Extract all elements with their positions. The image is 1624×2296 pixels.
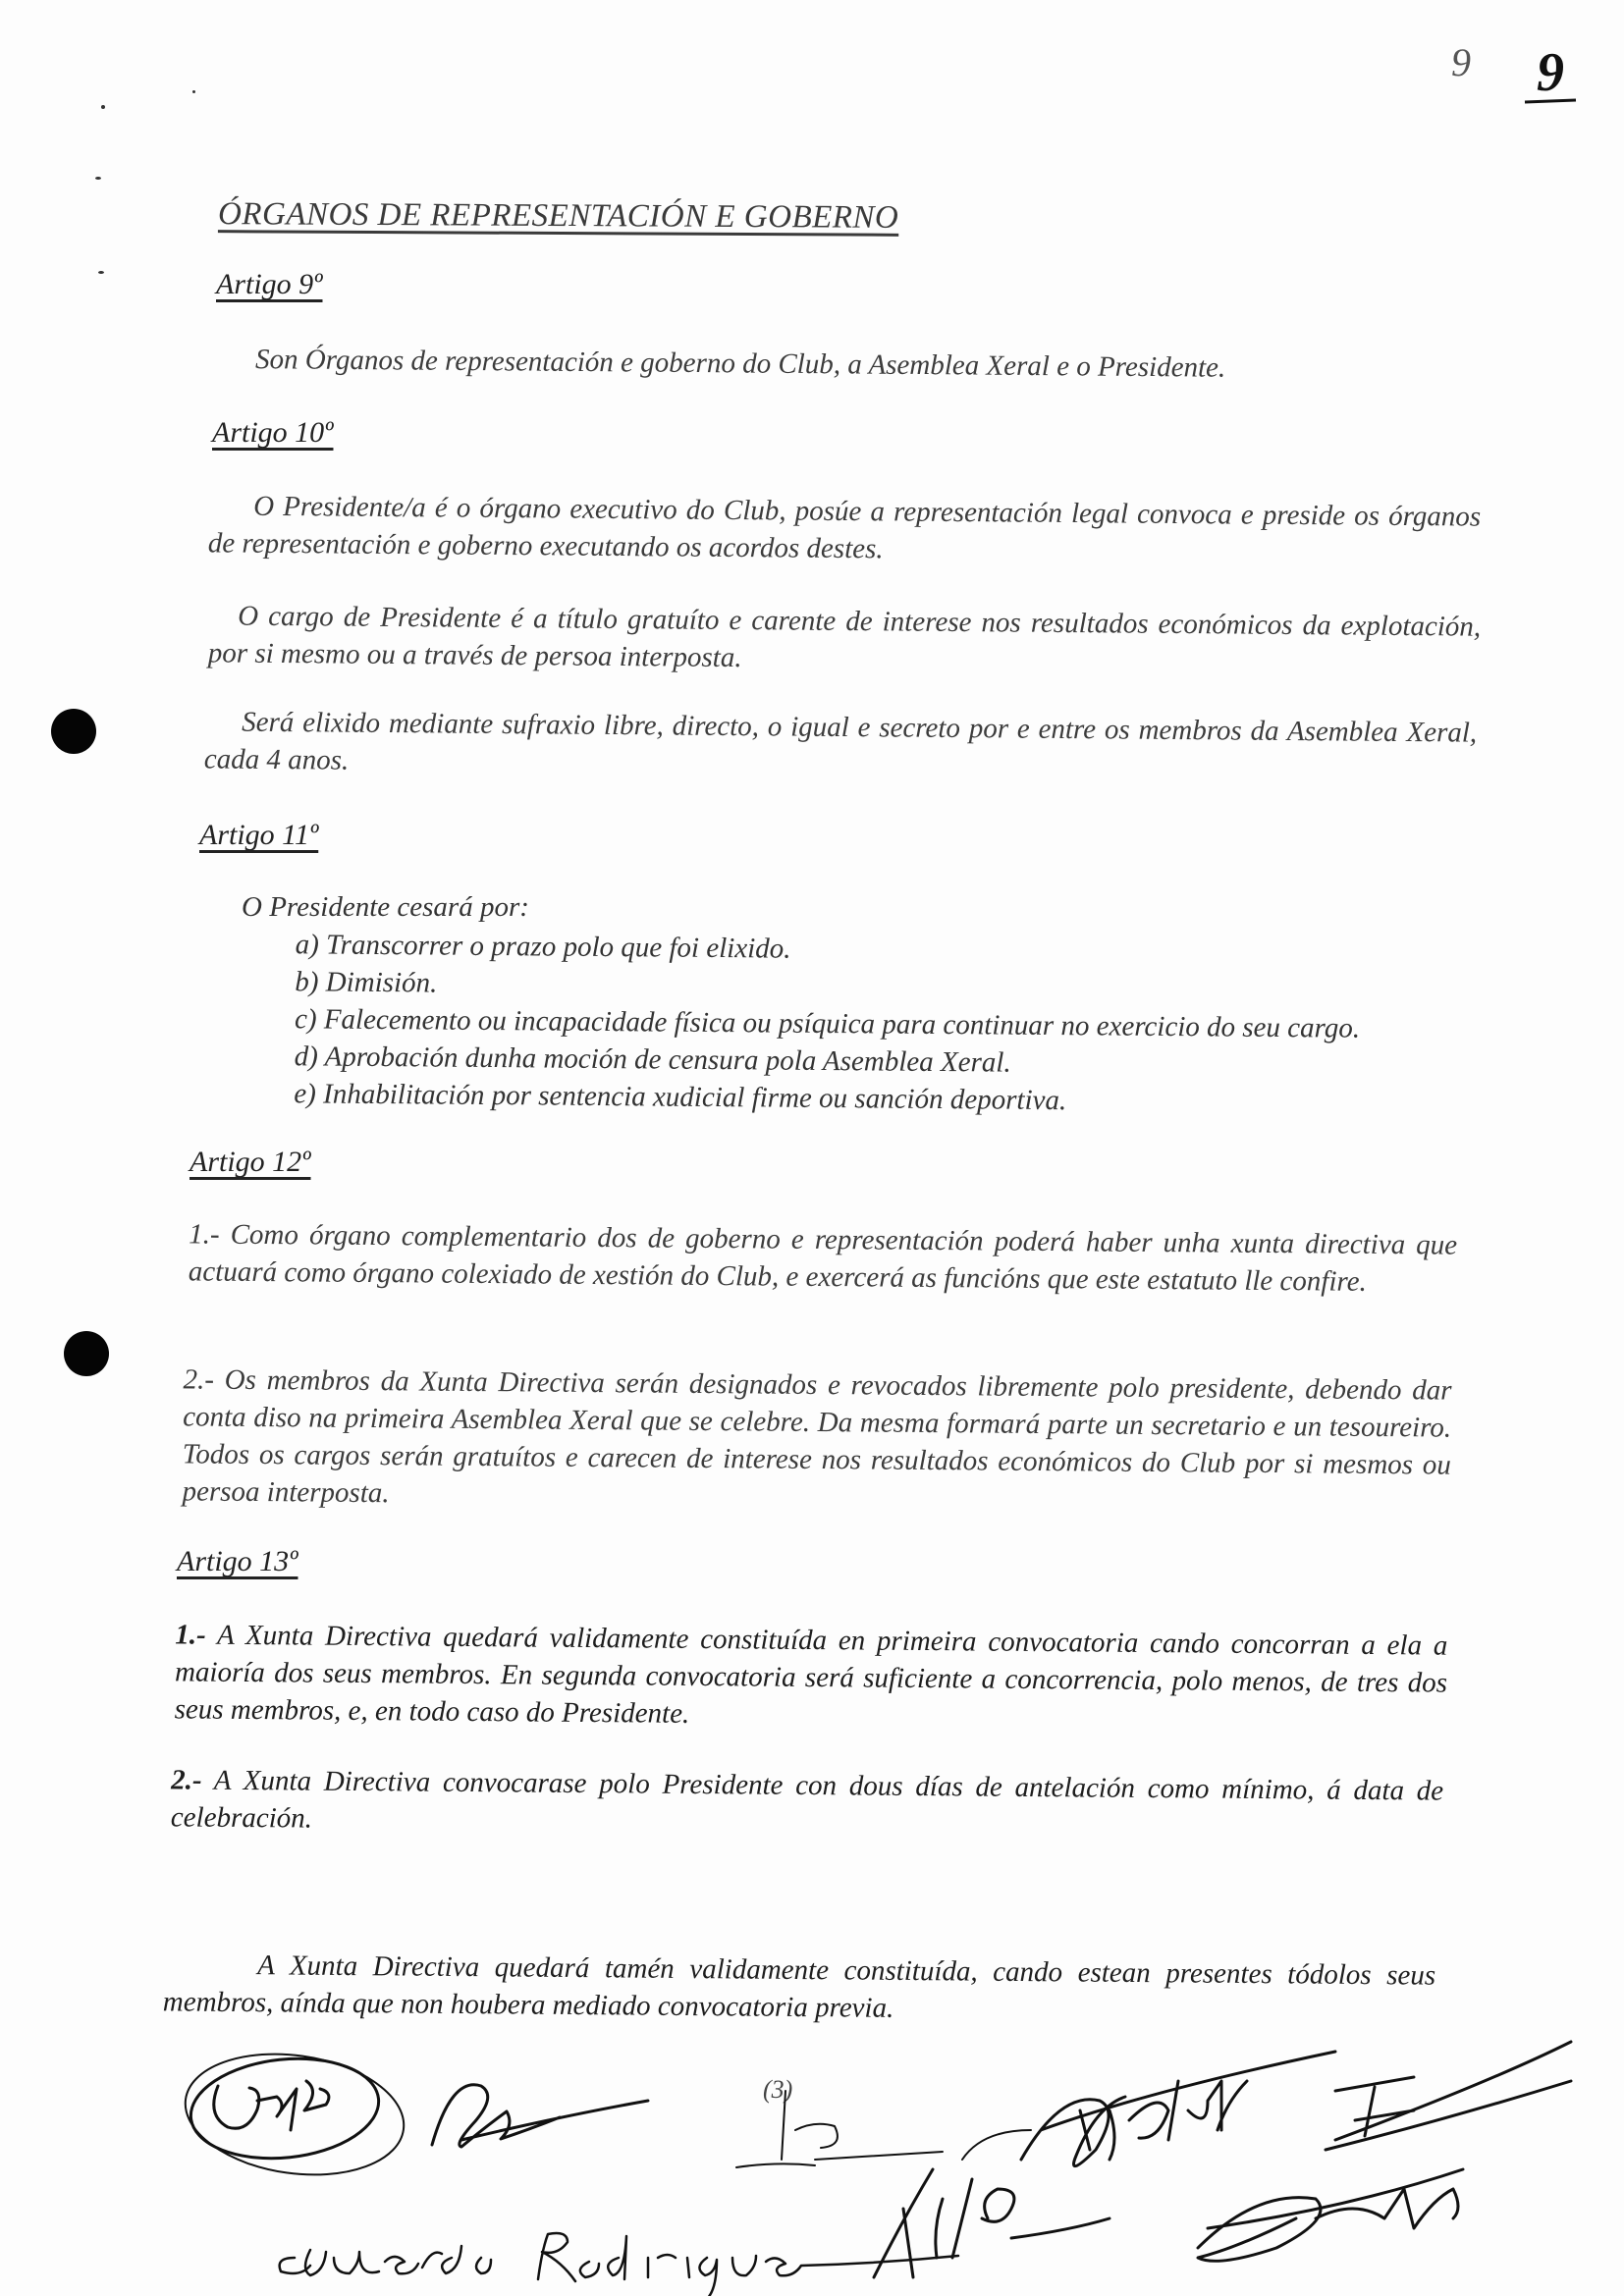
article-9-paragraph: Son Órganos de representación e goberno do Club, a Asemblea Xeral e o Presidente.: [254, 344, 1226, 384]
punch-hole: [64, 1331, 109, 1376]
article-9-title: Artigo 9º: [216, 268, 323, 300]
article-12-paragraph-1-text: 1.- Como órgano complementario dos de goberno e representación poderá haber unha xunta directiva que actuará como órgano colexiado de xestión do Club, e exercerá as funcións que este estatuto lle confire.: [188, 1218, 1458, 1298]
article-13-paragraph-1-text: A Xunta Directiva quedará validamente constituída en primeira convocatoria cando concorran a ela a maioría dos seus membros. En segunda convocatoria será suficiente a concorrencia, polo menos, de tres dos seus membros, e, en todo caso do Presidente.: [174, 1619, 1448, 1730]
article-10-paragraph-3-text: Será elixido mediante sufraxio libre, directo, o igual e secreto por e entre os membros da Asemblea Xeral, cada 4 anos.: [203, 706, 1478, 776]
article-13-paragraph-1: [175, 1616, 1448, 1738]
article-10-paragraph-1-text: O Presidente/a é o órgano executivo do Club, posúe a representación legal convoca e preside os órganos de representación e goberno executando os acordos destes.: [207, 490, 1482, 565]
list-item: e) Inhabilitación por sentencia xudicial firme ou sanción deportiva.: [294, 1078, 1067, 1117]
article-13-paragraph-2-text: A Xunta Directiva convocarase polo Presidente con dous días de antelación como mínimo, á data de celebración.: [170, 1764, 1444, 1835]
article-11-intro: O Presidente cesará por:: [242, 891, 529, 923]
article-10-paragraph-2-text: O cargo de Presidente é a título gratuíto e carente de interese nos resultados económicos da explotación, por si mesmo ou a través de persoa interposta.: [207, 600, 1482, 674]
page-number: (3): [763, 2075, 793, 2104]
article-13-paragraph-2: [171, 1761, 1444, 1846]
article-12-title: Artigo 12º: [189, 1146, 311, 1178]
list-item: c) Falecemento ou incapacidade física ou psíquica para continuar no exercicio do seu cargo.: [294, 1003, 1361, 1044]
article-10-title: Artigo 10º: [212, 416, 334, 449]
article-12-paragraph-2: [182, 1361, 1451, 1521]
punch-hole: [51, 709, 96, 754]
article-13-paragraph-1-number: 1.-: [175, 1619, 206, 1651]
article-13-paragraph-3-text: A Xunta Directiva quedará tamén validamente constituída, cando estean presentes tódolos seus membros, aínda que non houbera mediado convocatoria previa.: [162, 1949, 1436, 2024]
list-item: d) Aprobación dunha moción de censura pola Asemblea Xeral.: [294, 1041, 1011, 1079]
article-13-paragraph-2-number: 2.-: [171, 1764, 202, 1796]
scan-speck: [192, 90, 195, 93]
scan-speck: [101, 105, 105, 109]
article-13-paragraph-3: [163, 1946, 1436, 2031]
scan-speck: [98, 271, 104, 274]
article-10-paragraph-2: [208, 597, 1482, 682]
article-12-paragraph-1: [189, 1215, 1458, 1301]
scan-speck: [95, 177, 101, 180]
list-item: a) Transcorrer o prazo polo que foi elixido.: [295, 929, 791, 965]
article-10-paragraph-1: [208, 487, 1482, 572]
section-title: ÓRGANOS DE REPRESENTACIÓN E GOBERNO: [217, 196, 899, 236]
article-11-title: Artigo 11º: [199, 819, 319, 851]
article-13-title: Artigo 13º: [177, 1545, 298, 1577]
corner-mark-small: 9: [1451, 40, 1471, 84]
corner-mark-large: 9: [1537, 42, 1564, 103]
article-10-paragraph-3: [204, 703, 1478, 788]
article-11-list: [294, 926, 1361, 1121]
article-12-paragraph-2-text: 2.- Os membros da Xunta Directiva serán designados e revocados libremente polo presidente, debendo dar conta diso na primeira Asemblea Xeral que se celebre. Da mesma formará parte un secretario e un tesoureiro. Todos os cargos serán gratuítos e carecen de interese nos resultados económicos do Club por si mesmos ou persoa interposta.: [182, 1363, 1452, 1510]
list-item: b) Dimisión.: [295, 966, 438, 999]
